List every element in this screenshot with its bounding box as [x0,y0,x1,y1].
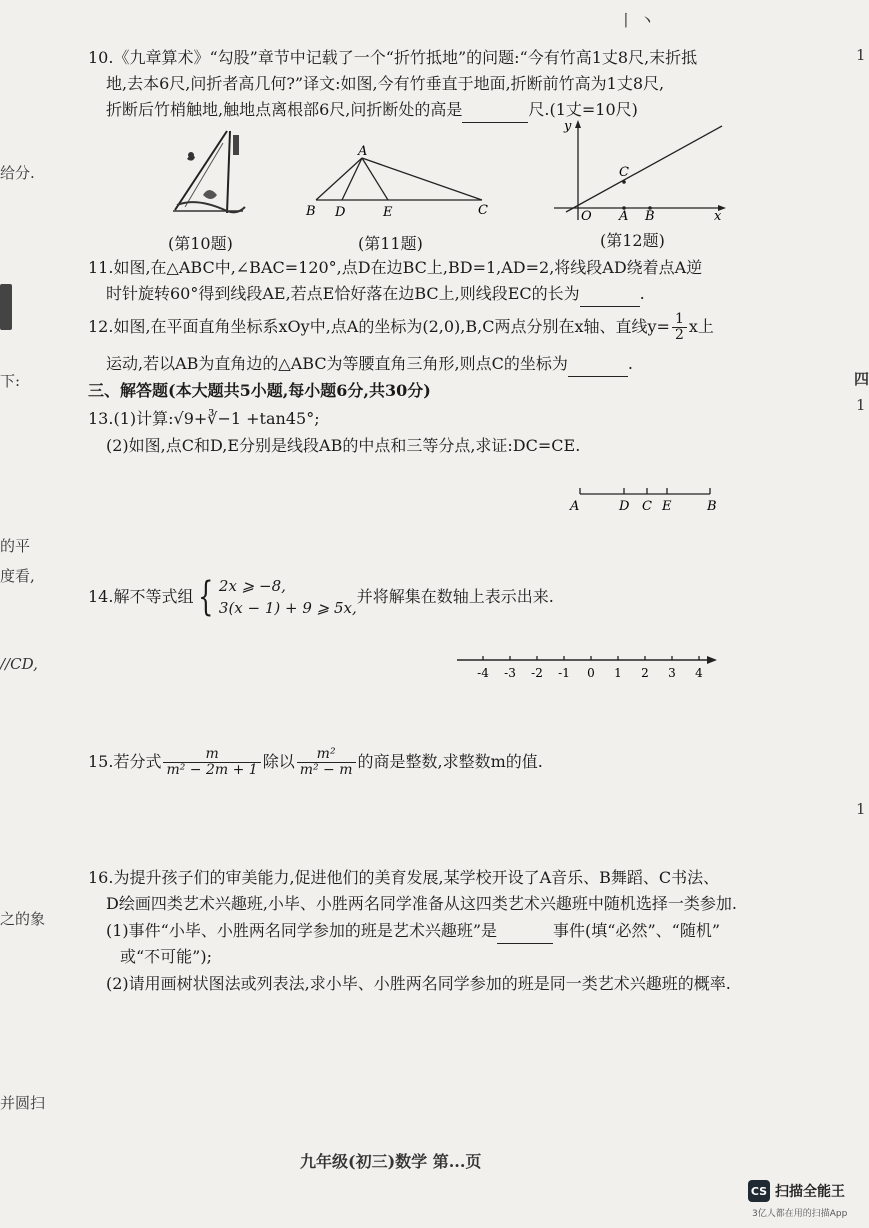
q16-line-3 [106,919,720,944]
q12-answer-blank[interactable] [568,352,628,377]
q14-tick-label: 1 [614,666,622,680]
q16-line-2: D绘画四类艺术兴趣班,小毕、小胜两名同学准备从这四类艺术兴趣班中随机选择一类参加. [106,894,738,913]
q13-label-A: A [570,499,580,514]
q11-line-2 [106,282,645,307]
q13-label-E: E [662,499,672,514]
left-edge-binder-mark [0,284,12,330]
q13-line-2: (2)如图,点C和D,E分别是线段AB的中点和三等分点,求证:DC=CE. [106,436,581,455]
fig12-label-C: C [619,165,629,180]
q15-mid: 除以 [262,752,295,771]
q14-tick-label: 0 [587,666,595,680]
q10-line-3-text: 折断后竹梢触地,触地点离根部6尺,问折断处的高是 [106,100,463,119]
fig12-caption: (第12题) [600,231,665,250]
fig12-label-A: A [619,209,629,224]
fig11-caption: (第11题) [358,234,423,253]
q14-tick-label: -2 [531,666,543,680]
fig11-label-E: E [383,205,393,220]
q14-tick-label: 3 [668,666,676,680]
fig11-label-B: B [306,204,316,219]
fig12-label-O: O [581,209,592,224]
q10-answer-blank[interactable] [462,98,528,123]
q16-line-3-tail: 事件(填“必然”、“随机” [553,921,720,940]
left-edge-text-2: 下: [0,372,21,390]
q14-line [88,572,554,622]
left-edge-text-1: 给分. [0,164,35,182]
q12-line-1-tail: x上 [688,317,714,336]
q11-answer-blank[interactable] [580,282,640,307]
q16-line-4: 或“不可能”); [120,947,212,966]
fig11-label-D: D [335,205,346,220]
q14-system-brace: { [198,574,214,620]
right-edge-text-4: 1 [856,800,866,818]
q13-segment-figure [562,482,722,516]
scanner-tagline: 3亿人都在用的扫描App [752,1209,848,1219]
q14-prefix: 14.解不等式组 [88,587,194,606]
q15-frac1-numerator: m [205,745,219,762]
top-scan-mark: 丨 丶 [618,11,656,30]
q14-suffix: 并将解集在数轴上表示出来. [356,587,554,606]
q12-line-1-text: 12.如图,在平面直角坐标系xOy中,点A的坐标为(2,0),B,C两点分别在x轴、直线y= [88,317,670,336]
q16-line-5: (2)请用画树状图法或列表法,求小毕、小胜两名同学参加的班是同一类艺术兴趣班的概率. [106,974,731,993]
scanner-watermark [748,1180,845,1202]
fig12-label-x: x [714,209,722,224]
q16-answer-blank[interactable] [497,919,553,944]
q11-line-2-text: 时针旋转60°得到线段AE,若点E恰好落在边BC上,则线段EC的长为 [106,284,580,303]
fig11-label-A: A [358,144,368,159]
q13-label-B: B [707,499,717,514]
q12-fraction [672,312,687,343]
fig12-label-y: y [564,119,572,134]
page-footer: 九年级(初三)数学 第...页 [300,1152,482,1171]
q12-line-2-text: 运动,若以AB为直角边的△ABC为等腰直角三角形,则点C的坐标为 [106,354,568,373]
q15-frac2-denominator: m² − m [297,762,356,778]
q13-line-1: 13.(1)计算:√9+∛−1 +tan45°; [88,409,320,428]
q12-frac-numerator: 1 [674,310,684,327]
q15-suffix: 的商是整数,求整数m的值. [357,752,543,771]
left-edge-text-7: 并圆扫 [0,1094,46,1112]
q15-fraction-2 [297,747,356,778]
right-edge-text-2: 四 [854,370,869,388]
q13-label-D: D [619,499,630,514]
scanner-logo-icon: CS [748,1180,770,1202]
fig12-label-B: B [645,209,655,224]
q15-fraction-1 [163,747,260,778]
q14-number-line [455,650,720,682]
q12-line-1 [88,310,714,344]
q10-line-2: 地,去本6尺,问折者高几何?”译文:如图,今有竹垂直于地面,折断前竹高为1丈8尺, [106,74,665,93]
right-edge-text-3: 1 [856,396,866,414]
left-edge-text-3: 的平 [0,537,31,555]
fig10-caption: (第10题) [168,234,233,253]
q12-frac-denominator: 2 [672,327,687,343]
q14-inequality-1: 2x ⩾ −8, [218,577,286,595]
q14-inequality-system [219,575,357,619]
fig11-label-C: C [478,203,488,218]
q14-tick-label: -1 [558,666,570,680]
q10-line-1: 10.《九章算术》“勾股”章节中记载了一个“折竹抵地”的问题:“今有竹高1丈8尺,末折抵 [88,48,698,67]
fig10-bamboo-illustration [155,125,265,225]
left-edge-text-4: 度看, [0,567,35,585]
q10-line-3-tail: 尺.(1丈=10尺) [528,100,638,119]
q16-line-1: 16.为提升孩子们的审美能力,促进他们的美育发展,某学校开设了A音乐、B舞蹈、C书法、 [88,868,720,887]
q14-inequality-2: 3(x − 1) + 9 ⩾ 5x, [218,599,357,617]
q12-line-2-tail: . [627,354,633,373]
right-edge-text-1: 1 [856,46,866,64]
q16-line-3-text: (1)事件“小毕、小胜两名同学参加的班是艺术兴趣班”是 [106,921,498,940]
q15-prefix: 15.若分式 [88,752,162,771]
section-3-heading: 三、解答题(本大题共5小题,每小题6分,共30分) [88,381,431,400]
q14-tick-label: -3 [504,666,516,680]
fig12-coordinate-plane [550,116,730,222]
scanner-app-name: 扫描全能王 [775,1184,845,1200]
q15-line [88,742,543,782]
q14-tick-label: 4 [695,666,703,680]
q14-tick-label: -4 [477,666,489,680]
q11-line-1: 11.如图,在△ABC中,∠BAC=120°,点D在边BC上,BD=1,AD=2,将线段AD绕着点A逆 [88,258,703,277]
left-edge-text-5: //CD, [0,655,38,673]
left-edge-text-6: 之的象 [0,910,46,928]
q15-frac1-denominator: m² − 2m + 1 [163,762,260,778]
q11-line-2-tail: . [639,284,645,303]
fig11-triangle [300,142,500,224]
q14-tick-label: 2 [641,666,649,680]
q12-line-2 [106,352,633,377]
q15-frac2-numerator: m² [316,745,336,762]
q13-label-C: C [642,499,652,514]
